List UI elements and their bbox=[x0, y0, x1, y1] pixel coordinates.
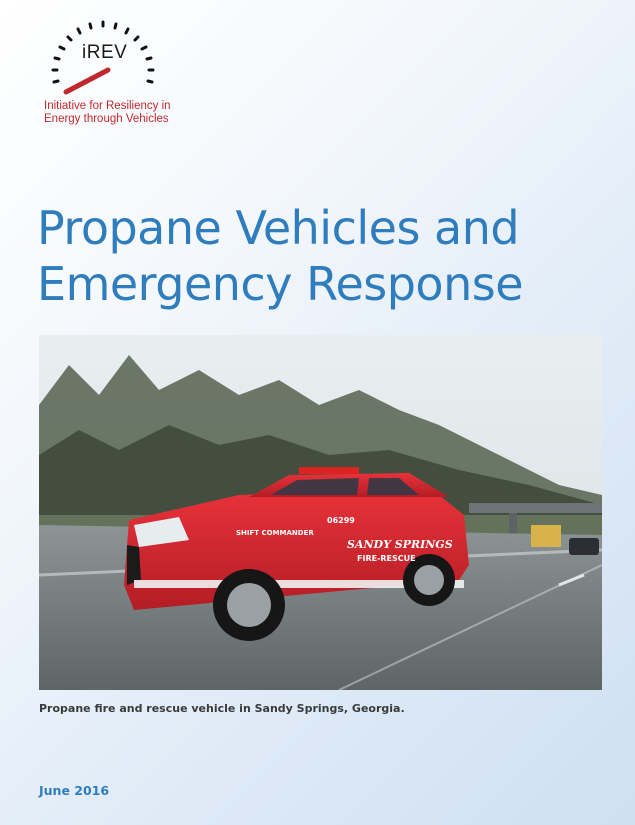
logo-tagline-line2: Energy through Vehicles bbox=[44, 113, 169, 125]
title-line2: Emergency Response bbox=[37, 257, 523, 311]
title-line1: Propane Vehicles and bbox=[37, 201, 520, 255]
cover-photo bbox=[39, 335, 602, 690]
logo-tagline-line1: Initiative for Resiliency in bbox=[44, 100, 171, 112]
vehicle-role-decal: SHIFT COMMANDER bbox=[236, 529, 314, 537]
vehicle-unit-number: 06299 bbox=[327, 516, 355, 525]
vehicle-dept-decal: FIRE-RESCUE bbox=[357, 554, 416, 563]
logo-tagline bbox=[44, 100, 194, 126]
vehicle-city-decal: SANDY SPRINGS bbox=[347, 538, 453, 551]
fire-rescue-vehicle-image bbox=[39, 335, 602, 690]
irev-logo bbox=[40, 10, 180, 130]
photo-caption: Propane fire and rescue vehicle in Sandy Springs, Georgia. bbox=[39, 702, 405, 715]
document-title bbox=[37, 200, 617, 312]
logo-wordmark: iREV bbox=[82, 42, 128, 63]
publication-date: June 2016 bbox=[39, 783, 110, 798]
